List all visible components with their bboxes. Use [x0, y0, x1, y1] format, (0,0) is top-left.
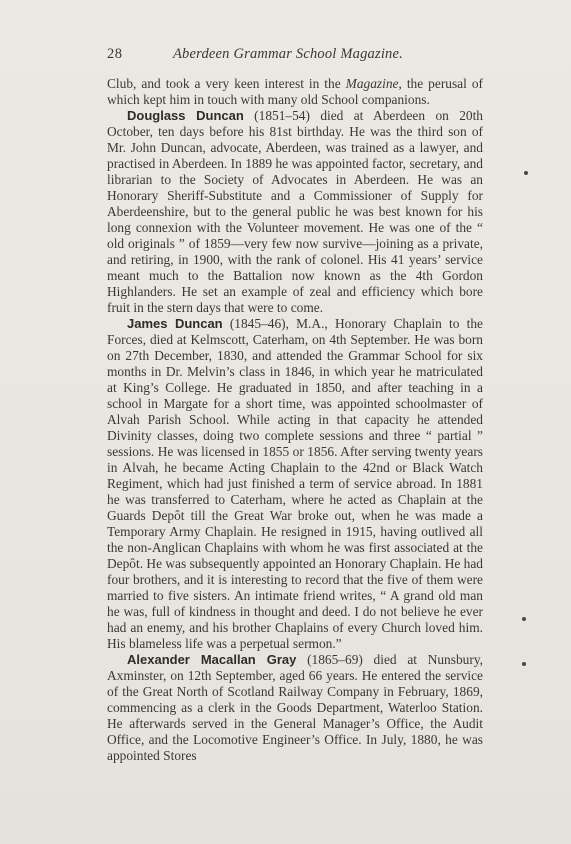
obituary-text: (1851–54) died at Aberdeen on 20th October, ten days before his 81st birthday. He was the third son of Mr. John Duncan, advocate, Aberdeen, was trained as a lawyer, and practised in Aberdeen. In 1889 he was appointed factor, secretary, and librarian to the Society of Advocates in Aberdeen. He was an Honorary Sheriff-Substitute and a Commissioner of Supply for Aberdeenshire, but to the general public he was best known for his long connexion with the Volunteer movement. He was one of the “ old originals ” of 1859—very few now survive—joining as a private, and retiring, in 1900, with the rank of colonel. His 41 years’ service meant much to the Battalion now known as the 4th Gordon Highlanders. He set an example of zeal and efficiency which bore fruit in the stern days that were to come.: [107, 108, 483, 315]
obituary-text: (1865–69) died at Nunsbury, Axminster, on 12th September, aged 66 years. He entered the service of the Great North of Scotland Railway Company in February, 1869, commencing as a clerk in the Goods Department, Waterloo Station. He afterwards served in the General Manager’s Office, the Audit Office, and the Locomotive Engineer’s Office. In July, 1880, he was appointed Stores: [107, 652, 483, 763]
magazine-title: Magazine: [345, 76, 399, 91]
running-title: Aberdeen Grammar School Magazine.: [173, 46, 403, 62]
ink-speck: [524, 171, 528, 175]
obituary-douglass-duncan: [107, 108, 483, 316]
obituary-name: James Duncan: [127, 316, 223, 331]
obituary-text: (1845–46), M.A., Honorary Chaplain to the Forces, died at Kelmscott, Caterham, on 4th September. He was born on 27th December, 1830, and attended the Grammar School for six months in Dr. Melvin’s class in 1846, in which year he matriculated at King’s College. He graduated in 1850, and after teaching in a school in Margate for a short time, was appointed schoolmaster of Alvah Parish School. While acting in that capacity he attended Divinity classes, doing two complete sessions and three “ partial ” sessions. He was licensed in 1855 or 1856. After serving twenty years in Alvah, he became Acting Chaplain to the 42nd or Black Watch Regiment, which had just finished a term of service abroad. In 1881 he was transferred to Caterham, where he acted as Chaplain at the Guards Depôt till the Great War broke out, when he was made a Temporary Army Chaplain. He resigned in 1915, having outlived all the non-Anglican Chaplains with whom he was first associated at the Depôt. He was subsequently appointed an Honorary Chaplain. He had four brothers, and it is interesting to record that the five of them were married to five sisters. An intimate friend writes, “ A grand old man he was, full of kindness in thought and deed. I do not believe he ever had an enemy, and his brother Chaplains of every Church loved him. His blameless life was a perpetual sermon.”: [107, 316, 483, 651]
paragraph-continuation: [107, 76, 483, 108]
running-header: [107, 44, 487, 64]
ink-speck: [522, 617, 526, 621]
ink-speck: [522, 662, 526, 666]
obituary-name: Alexander Macallan Gray: [127, 652, 297, 667]
article-body: [107, 76, 483, 764]
paragraph-text: Club, and took a very keen interest in the: [107, 76, 346, 91]
page-number: 28: [107, 46, 123, 62]
paragraph-text: , the perusal of which kept him in touch with many old School companions.: [107, 76, 483, 107]
obituary-james-duncan: [107, 316, 483, 652]
obituary-alexander-macallan-gray: [107, 652, 483, 764]
obituary-name: Douglass Duncan: [127, 108, 244, 123]
